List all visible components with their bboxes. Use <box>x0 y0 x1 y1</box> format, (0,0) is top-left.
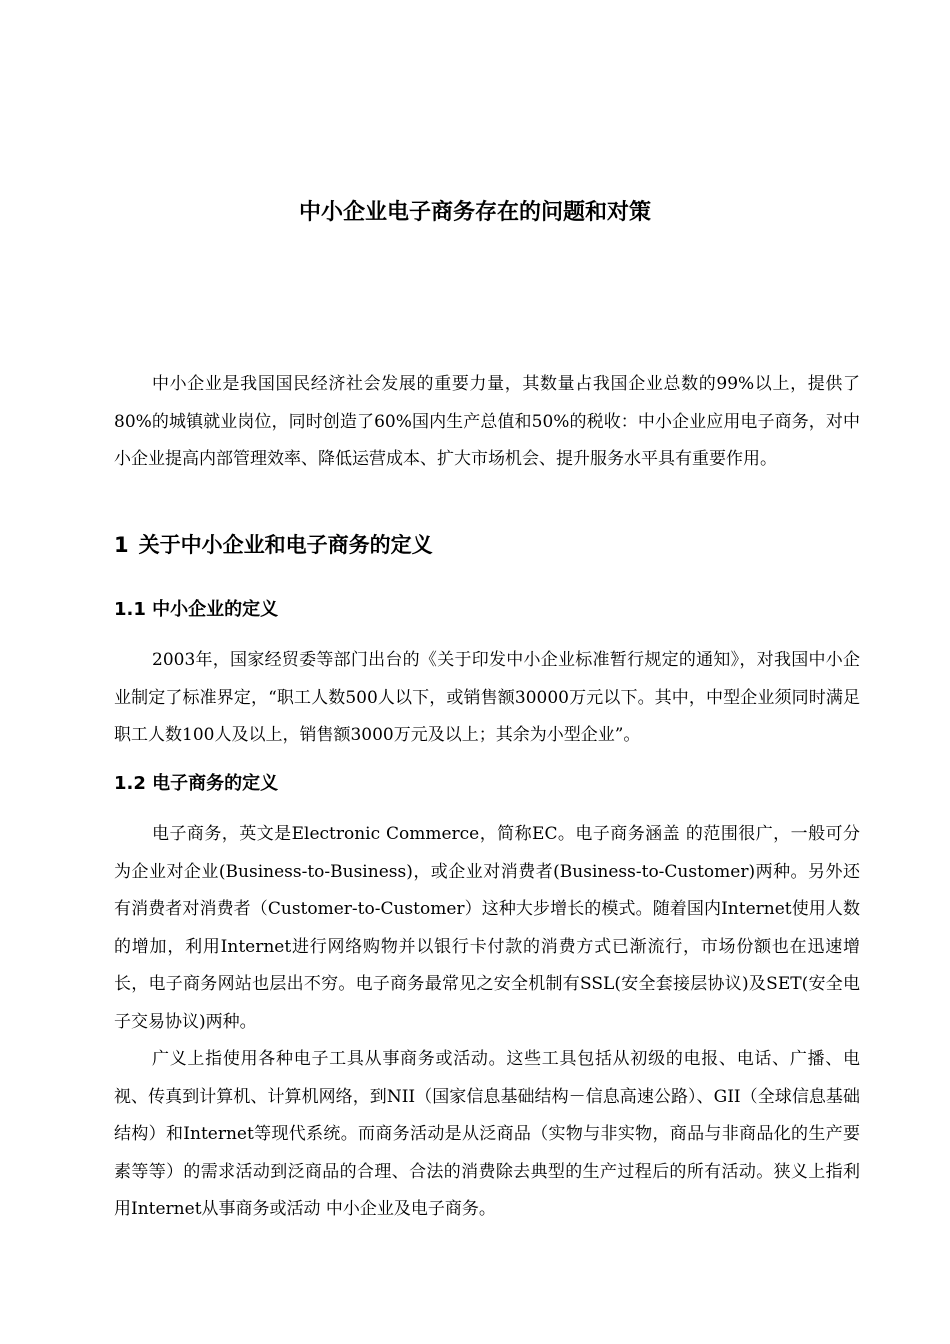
section-1-2-paragraph-1: 电子商务，英文是Electronic Commerce，简称EC。电子商务涵盖 的范围很广，一般可分为企业对企业(Business-to-Business)，或企业对消费者(Business-to-Customer)两种。另外还有消费者对消费者（Customer-to-Customer）这种大步增长的模式。随着国内Internet使用人数的增加，利用Internet进行网络购物并以银行卡付款的消费方式已渐流行，市场份额也在迅速增长，电子商务网站也层出不穷。电子商务最常见之安全机制有SSL(安全套接层协议)及SET(安全电子交易协议)两种。 <box>114 824 860 1032</box>
section-1-number: 1 <box>114 533 129 557</box>
section-1-1-heading: 1.1 中小企业的定义 <box>114 599 279 620</box>
document-title: 中小企业电子商务存在的问题和对策 <box>298 200 651 225</box>
section-1-2-heading: 1.2 电子商务的定义 <box>114 773 279 794</box>
section-1-title: 关于中小企业和电子商务的定义 <box>138 533 433 557</box>
section-1-heading <box>114 530 433 560</box>
section-1-1-paragraph: 2003年，国家经贸委等部门出台的《关于印发中小企业标准暂行规定的通知》，对我国中小企业制定了标准界定，“职工人数500人以下，或销售额30000万元以下。其中，中型企业须同时满足职工人数100人及以上，销售额3000万元及以上；其余为小型企业”。 <box>114 650 860 745</box>
intro-paragraph: 中小企业是我国国民经济社会发展的重要力量，其数量占我国企业总数的99%以上，提供了80%的城镇就业岗位，同时创造了60%国内生产总值和50%的税收：中小企业应用电子商务，对中小企业提高内部管理效率、降低运营成本、扩大市场机会、提升服务水平具有重要作用。 <box>114 374 860 469</box>
section-1-2-paragraph-2: 广义上指使用各种电子工具从事商务或活动。这些工具包括从初级的电报、电话、广播、电视、传真到计算机、计算机网络，到NII（国家信息基础结构－信息高速公路）、GII（全球信息基础结构）和Internet等现代系统。而商务活动是从泛商品（实物与非实物，商品与非商品化的生产要素等等）的需求活动到泛商品的合理、合法的消费除去典型的生产过程后的所有活动。狭义上指利用Internet从事商务或活动 中小企业及电子商务。 <box>114 1049 860 1219</box>
